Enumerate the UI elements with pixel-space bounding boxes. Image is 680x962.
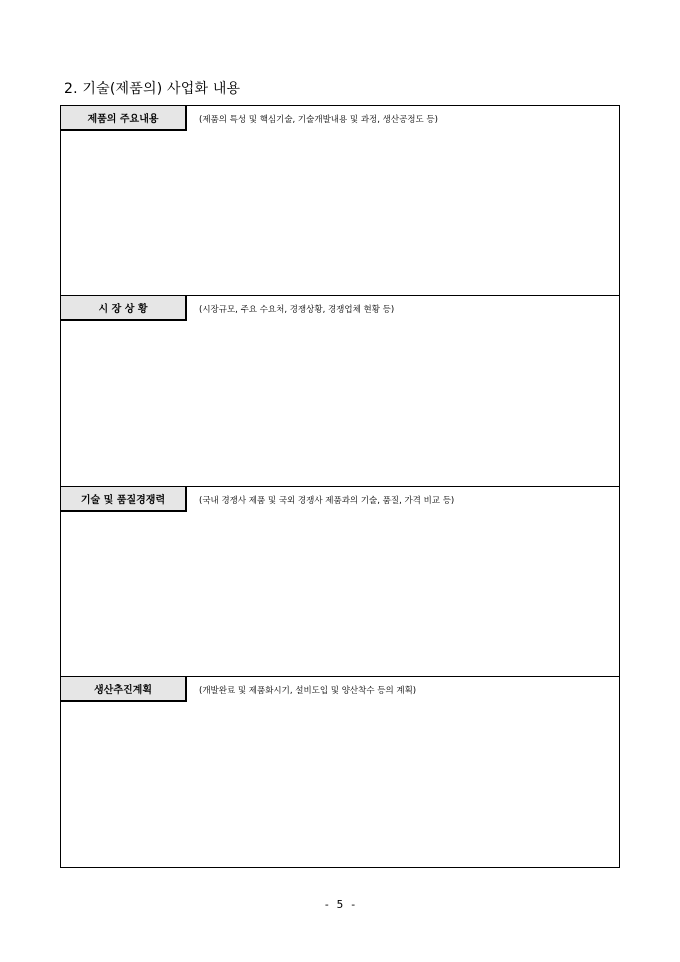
section-content-area[interactable]: [61, 132, 619, 295]
section-market-status: [61, 296, 619, 487]
section-hint: (시장규모, 주요 수요처, 경쟁상황, 경쟁업체 현황 등): [199, 305, 395, 315]
business-plan-form: [60, 105, 620, 868]
section-hint: (개발완료 및 제품화시기, 설비도입 및 양산착수 등의 계획): [199, 686, 417, 696]
section-hint: (국내 경쟁사 제품 및 국외 경쟁사 제품과의 기술, 품질, 가격 비교 등): [199, 496, 455, 506]
section-content-area[interactable]: [61, 703, 619, 867]
section-content-area[interactable]: [61, 322, 619, 486]
section-production-plan: [61, 677, 619, 867]
section-title: 2. 기술(제품의) 사업화 내용: [64, 81, 241, 97]
page-number: - 5 -: [323, 898, 357, 911]
section-competitiveness: [61, 487, 619, 677]
section-label: 제품의 주요내용: [61, 106, 187, 131]
section-hint: (제품의 특성 및 핵심기술, 기술개발내용 및 과정, 생산공정도 등): [199, 115, 438, 125]
section-label: 생산추진계획: [61, 677, 187, 702]
section-content-area[interactable]: [61, 513, 619, 676]
section-product-content: [61, 106, 619, 296]
section-label: 시 장 상 황: [61, 296, 187, 321]
section-label: 기술 및 품질경쟁력: [61, 487, 187, 512]
